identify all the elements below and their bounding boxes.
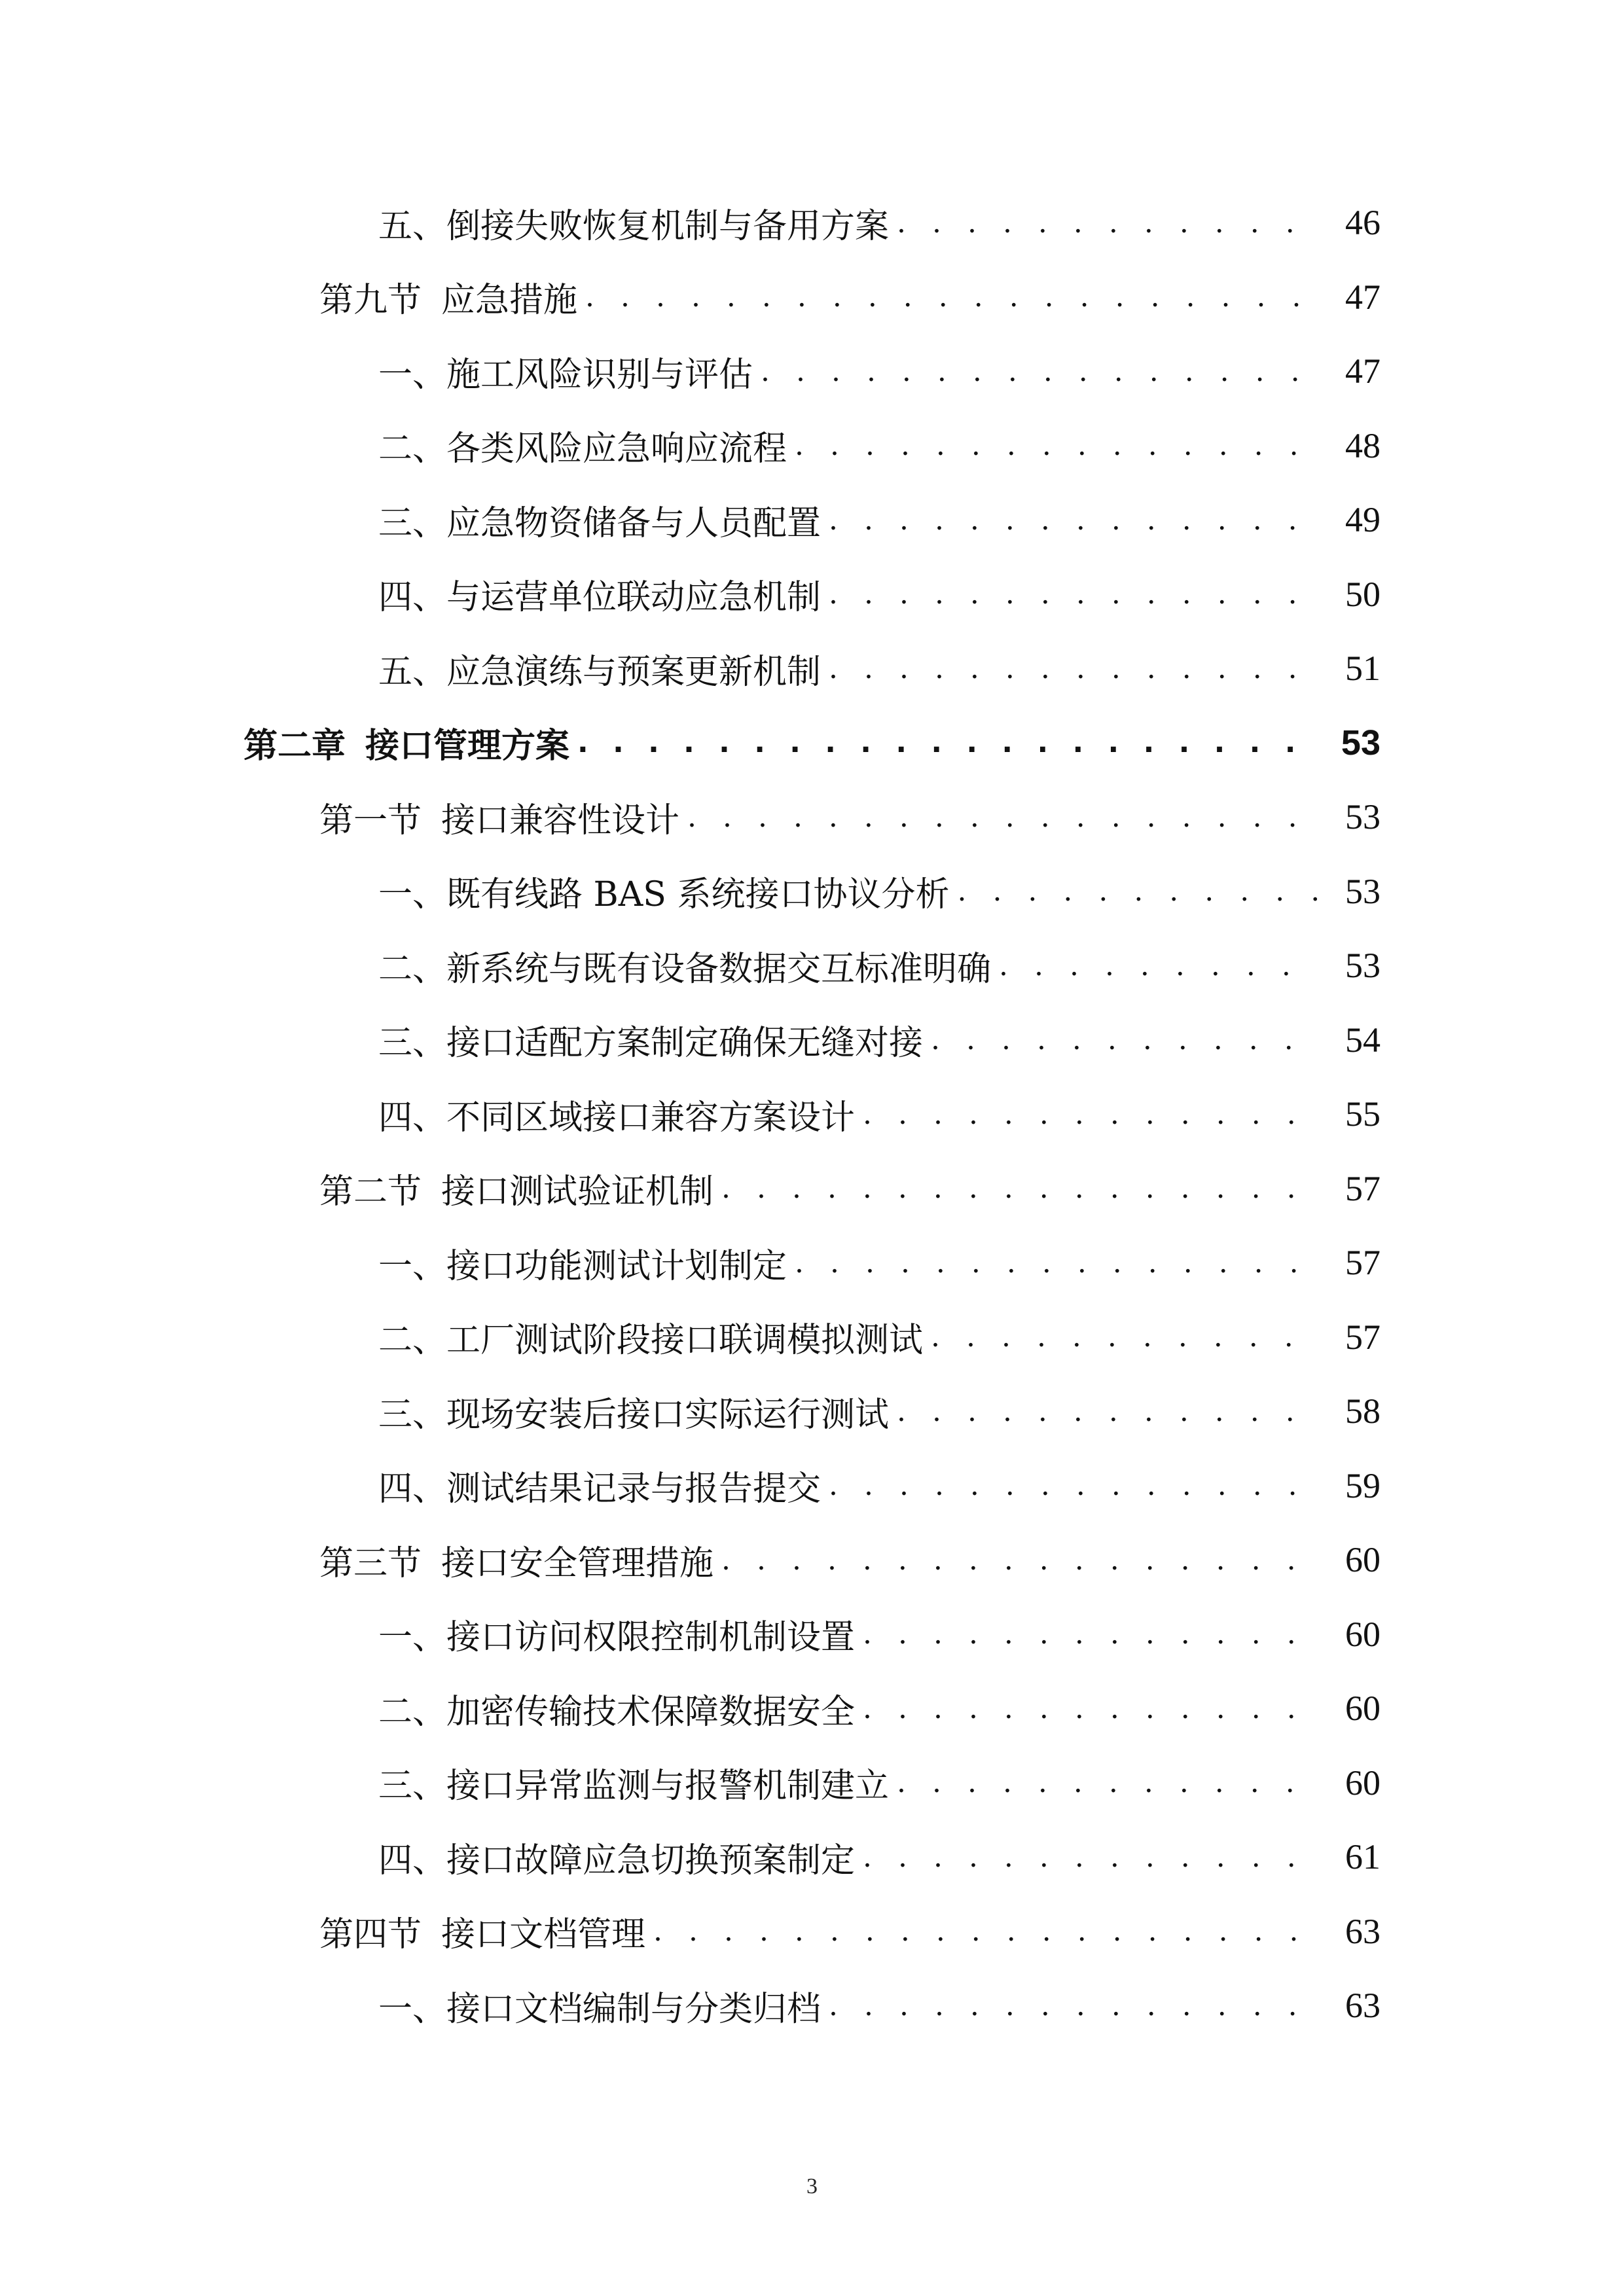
toc-entry-number: 二、 [378, 949, 447, 989]
toc-entry-number: 一、 [378, 875, 447, 914]
toc-entry-item[interactable] [378, 1081, 1380, 1147]
toc-entry-title: 施工风险识别与评估 [446, 355, 753, 395]
dot-leader [957, 874, 1319, 908]
dot-leader [829, 503, 1319, 537]
toc-entry-page-number: 53 [1341, 723, 1380, 762]
toc-entry-title: 接口功能测试计划制定 [446, 1246, 787, 1286]
toc-entry-page-number: 58 [1345, 1391, 1380, 1431]
toc-entry-page-number: 57 [1345, 1168, 1380, 1208]
toc-entry-item[interactable] [378, 562, 1380, 627]
toc-entry-item[interactable] [378, 413, 1380, 478]
dot-leader [829, 577, 1319, 611]
toc-entry-page-number: 53 [1345, 871, 1380, 911]
toc-entry-title: 倒接失败恢复机制与备用方案 [446, 206, 890, 246]
toc-entry-item[interactable] [378, 1378, 1380, 1444]
toc-entry-item[interactable] [378, 338, 1380, 404]
toc-entry-item[interactable] [378, 1750, 1380, 1816]
toc-entry-page-number: 53 [1345, 946, 1380, 985]
toc-entry-item[interactable] [378, 487, 1380, 552]
page-number: 3 [806, 2174, 818, 2198]
toc-entry-chapter[interactable] [244, 710, 1380, 776]
toc-entry-page-number: 50 [1345, 574, 1380, 614]
toc-entry-number: 三、 [378, 1024, 447, 1063]
toc-entry-number: 三、 [378, 1767, 447, 1806]
toc-entry-title: 应急措施 [441, 281, 578, 320]
toc-entry-page-number: 59 [1345, 1465, 1380, 1505]
toc-entry-number: 三、 [378, 503, 447, 543]
toc-entry-title: 接口异常监测与报警机制建立 [446, 1767, 890, 1806]
toc-entry-page-number: 60 [1345, 1689, 1380, 1728]
toc-entry-title: 测试结果记录与报告提交 [446, 1469, 821, 1509]
toc-entry-number: 一、 [378, 355, 447, 395]
toc-entry-title: 接口兼容性设计 [441, 800, 680, 840]
toc-entry-page-number: 53 [1345, 797, 1380, 836]
toc-entry-title: 不同区域接口兼容方案设计 [446, 1098, 856, 1138]
toc-entry-page-number: 60 [1345, 1614, 1380, 1654]
toc-entry-number: 第二章 [244, 726, 346, 766]
toc-entry-page-number: 63 [1345, 1911, 1380, 1951]
toc-entry-number: 第一节 [319, 800, 422, 840]
toc-entry-item[interactable] [378, 190, 1380, 255]
toc-entry-page-number: 54 [1345, 1020, 1380, 1060]
toc-entry-number: 一、 [378, 1989, 447, 2029]
toc-entry-item[interactable] [378, 1230, 1380, 1295]
toc-entry-title: 应急物资储备与人员配置 [446, 503, 821, 543]
toc-entry-page-number: 61 [1345, 1837, 1380, 1876]
dot-leader [795, 1246, 1319, 1280]
toc-entry-page-number: 49 [1345, 500, 1380, 539]
toc-entry-section[interactable] [319, 1156, 1380, 1221]
toc-entry-number: 一、 [378, 1618, 447, 1657]
toc-entry-page-number: 51 [1345, 649, 1380, 688]
dot-leader [721, 1543, 1319, 1577]
toc-entry-page-number: 57 [1345, 1243, 1380, 1282]
toc-entry-page-number: 48 [1345, 425, 1380, 465]
toc-entry-page-number: 63 [1345, 1986, 1380, 2025]
toc-entry-item[interactable] [378, 1824, 1380, 1890]
toc-entry-number: 二、 [378, 1321, 447, 1360]
dot-leader [653, 1914, 1319, 1948]
toc-entry-page-number: 46 [1345, 203, 1380, 242]
toc-entry-item[interactable] [378, 1453, 1380, 1518]
dot-leader [863, 1692, 1319, 1725]
toc-entry-number: 二、 [378, 429, 447, 469]
toc-entry-title: 既有线路 BAS 系统接口协议分析 [446, 875, 950, 914]
toc-entry-title: 新系统与既有设备数据交互标准明确 [446, 949, 992, 989]
toc-entry-page-number: 60 [1345, 1763, 1380, 1803]
toc-entry-number: 五、 [378, 652, 447, 692]
toc-entry-title: 接口安全管理措施 [441, 1543, 714, 1583]
toc-entry-number: 四、 [378, 1469, 447, 1509]
dot-leader [795, 429, 1319, 462]
dot-leader [897, 206, 1319, 240]
toc-entry-number: 一、 [378, 1246, 447, 1286]
dot-leader [721, 1172, 1319, 1205]
toc-entry-page-number: 57 [1345, 1317, 1380, 1357]
toc-entry-number: 五、 [378, 206, 447, 246]
toc-entry-page-number: 47 [1345, 277, 1380, 317]
toc-entry-number: 第九节 [319, 281, 422, 320]
toc-entry-item[interactable] [378, 1007, 1380, 1073]
toc-entry-number: 三、 [378, 1395, 447, 1435]
dot-leader [931, 1320, 1319, 1354]
toc-entry-title: 加密传输技术保障数据安全 [446, 1692, 856, 1732]
toc-entry-title: 接口故障应急切换预案制定 [446, 1840, 856, 1880]
toc-entry-item[interactable] [378, 1602, 1380, 1667]
toc-entry-section[interactable] [319, 1899, 1380, 1964]
toc-entry-item[interactable] [378, 636, 1380, 701]
toc-entry-title: 现场安装后接口实际运行测试 [446, 1395, 890, 1435]
dot-leader [897, 1766, 1319, 1799]
toc-entry-page-number: 55 [1345, 1094, 1380, 1134]
toc-entry-title: 接口访问权限控制机制设置 [446, 1618, 856, 1657]
toc-entry-title: 接口管理方案 [365, 726, 570, 766]
toc-entry-number: 四、 [378, 578, 447, 617]
toc-entry-number: 第四节 [319, 1915, 422, 1954]
dot-leader [863, 1840, 1319, 1874]
dot-leader [829, 1989, 1319, 2022]
dot-leader [577, 726, 1319, 759]
toc-entry-item[interactable] [378, 1676, 1380, 1741]
dot-leader [931, 1023, 1319, 1056]
toc-entry-item[interactable] [378, 933, 1380, 998]
dot-leader [863, 1617, 1319, 1651]
dot-leader [687, 800, 1319, 834]
dot-leader [585, 280, 1319, 314]
toc-entry-title: 接口文档编制与分类归档 [446, 1989, 821, 2029]
toc-entry-number: 四、 [378, 1840, 447, 1880]
toc-entry-page-number: 47 [1345, 351, 1380, 391]
toc-entry-title: 接口文档管理 [441, 1915, 646, 1954]
dot-leader [897, 1395, 1319, 1428]
toc-entry-title: 工厂测试阶段接口联调模拟测试 [446, 1321, 924, 1360]
toc-entry-number: 第三节 [319, 1543, 422, 1583]
toc-entry-item[interactable] [378, 859, 1380, 924]
toc-entry-item[interactable] [378, 1973, 1380, 2038]
toc-entry-section[interactable] [319, 784, 1380, 850]
toc-entry-title: 接口测试验证机制 [441, 1172, 714, 1211]
dot-leader [829, 652, 1319, 685]
toc-entry-section[interactable] [319, 264, 1380, 330]
toc-entry-number: 四、 [378, 1098, 447, 1138]
toc-entry-section[interactable] [319, 1527, 1380, 1592]
dot-leader [999, 949, 1319, 982]
toc-entry-title: 各类风险应急响应流程 [446, 429, 787, 469]
toc-entry-title: 应急演练与预案更新机制 [446, 652, 821, 692]
toc-entry-item[interactable] [378, 1304, 1380, 1370]
dot-leader [829, 1469, 1319, 1502]
toc-entry-number: 二、 [378, 1692, 447, 1732]
toc-entry-page-number: 60 [1345, 1540, 1380, 1579]
dot-leader [863, 1098, 1319, 1131]
toc-entry-title: 接口适配方案制定确保无缝对接 [446, 1024, 924, 1063]
dot-leader [761, 355, 1319, 388]
toc-entry-number: 第二节 [319, 1172, 422, 1211]
toc-entry-title: 与运营单位联动应急机制 [446, 578, 821, 617]
